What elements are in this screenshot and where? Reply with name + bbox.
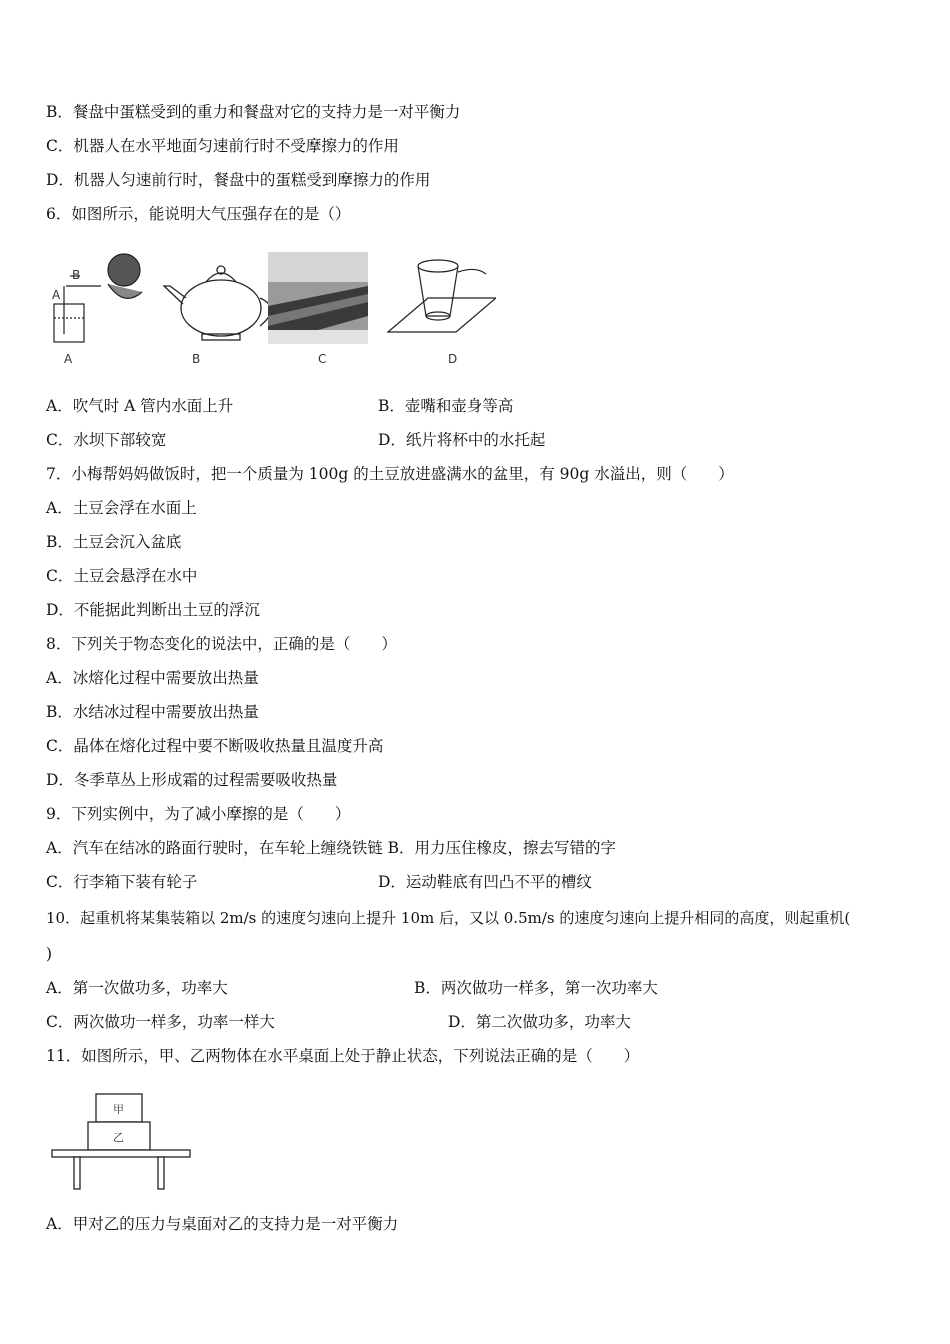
q11-stem: 11．如图所示，甲、乙两物体在水平桌面上处于静止状态，下列说法正确的是（ ）: [46, 1047, 640, 1065]
q9-option-c: C．行李箱下装有轮子: [46, 873, 198, 891]
figure-a-blowing-icon: [54, 254, 142, 342]
q10-stem: 10．起重机将某集装箱以 2m/s 的速度匀速向上提升 10m 后，又以 0.5m/s 的速度匀速向上提升相同的高度，则起重机(: [46, 909, 851, 927]
q9-option-d: D．运动鞋底有凹凸不平的槽纹: [378, 873, 592, 891]
figure-c-dam-photo: [268, 252, 368, 344]
figure-label-b: B: [192, 352, 201, 366]
block-label-yi: 乙: [113, 1131, 124, 1144]
q10-option-c: C．两次做功一样多，功率一样大: [46, 1013, 275, 1031]
q9-stem: 9．下列实例中，为了减小摩擦的是（ ）: [46, 805, 351, 823]
block-label-jia: 甲: [113, 1103, 124, 1116]
q10-option-b: B．两次做功一样多，第一次功率大: [414, 979, 658, 997]
q5-option-c: C．机器人在水平地面匀速前行时不受摩擦力的作用: [46, 137, 399, 155]
figure-d-cup-paper-icon: [388, 260, 496, 332]
q7-option-b: B．土豆会沉入盆底: [46, 533, 182, 551]
figure-b-teapot-icon: [164, 266, 271, 340]
q8-option-c: C．晶体在熔化过程中要不断吸收热量且温度升高: [46, 737, 384, 755]
figure-label-c: C: [318, 352, 327, 366]
q11-figure: [50, 1092, 192, 1192]
q6-option-b: B．壶嘴和壶身等高: [378, 397, 514, 415]
q7-option-d: D．不能据此判断出土豆的浮沉: [46, 601, 260, 619]
q6-figure: [46, 246, 496, 370]
q6-stem: 6．如图所示，能说明大气压强存在的是（）: [46, 205, 351, 223]
q8-stem: 8．下列关于物态变化的说法中，正确的是（ ）: [46, 635, 397, 653]
q10-option-d: D．第二次做功多，功率大: [448, 1013, 631, 1031]
figure-label-a: A: [64, 352, 73, 366]
q6-option-a: A．吹气时 A 管内水面上升: [46, 397, 234, 415]
q7-option-c: C．土豆会悬浮在水中: [46, 567, 198, 585]
q8-option-b: B．水结冰过程中需要放出热量: [46, 703, 259, 721]
q8-option-a: A．冰熔化过程中需要放出热量: [46, 669, 259, 687]
q9-option-ab: A．汽车在结冰的路面行驶时，在车轮上缠绕铁链 B．用力压住橡皮，擦去写错的字: [46, 839, 617, 857]
tube-label-b: B: [72, 268, 81, 282]
q10-option-a: A．第一次做功多，功率大: [46, 979, 228, 997]
figure-label-d: D: [448, 352, 458, 366]
q6-option-d: D．纸片将杯中的水托起: [378, 431, 546, 449]
q11-option-a: A．甲对乙的压力与桌面对乙的支持力是一对平衡力: [46, 1215, 399, 1233]
q5-option-b: B．餐盘中蛋糕受到的重力和餐盘对它的支持力是一对平衡力: [46, 103, 461, 121]
tube-label-a: A: [52, 288, 61, 302]
q10-stem-continuation: ): [46, 945, 53, 963]
q6-figure-drawing: [46, 246, 496, 370]
q7-option-a: A．土豆会浮在水面上: [46, 499, 197, 517]
q8-option-d: D．冬季草丛上形成霜的过程需要吸收热量: [46, 771, 338, 789]
q5-option-d: D．机器人匀速前行时，餐盘中的蛋糕受到摩擦力的作用: [46, 171, 431, 189]
q6-option-c: C．水坝下部较宽: [46, 431, 167, 449]
q7-stem: 7．小梅帮妈妈做饭时，把一个质量为 100g 的土豆放进盛满水的盆里，有 90g 水溢出，则（ ）: [46, 465, 734, 483]
